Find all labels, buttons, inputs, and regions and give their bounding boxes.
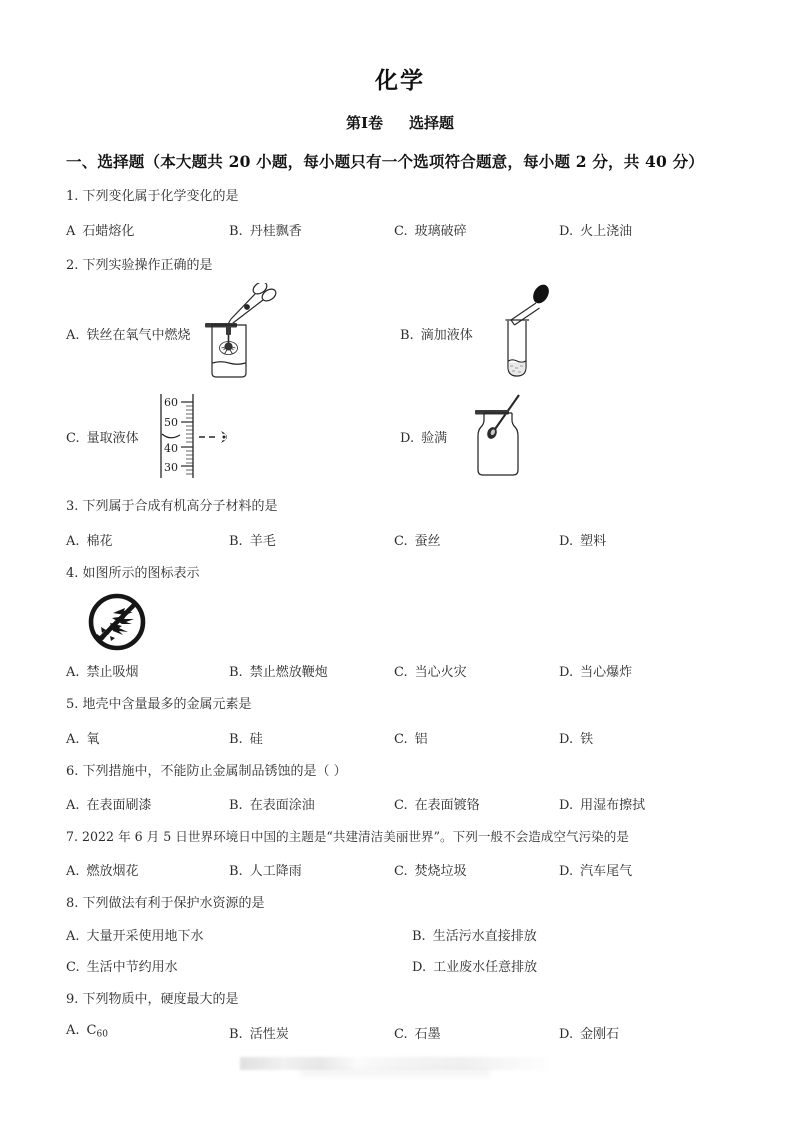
option-label: B. bbox=[412, 929, 426, 945]
option-text: 金刚石 bbox=[580, 1026, 620, 1042]
option-text: 大量开采使用地下水 bbox=[86, 929, 204, 945]
cylinder-tick-50: 50 bbox=[163, 416, 178, 429]
formula-subscript: 60 bbox=[96, 1029, 108, 1040]
option-label: A bbox=[66, 223, 76, 239]
option-7-c[interactable] bbox=[394, 860, 559, 879]
option-5-c[interactable] bbox=[394, 728, 559, 747]
option-3-c[interactable] bbox=[394, 530, 559, 549]
question-7-stem: 7. 2022 年 6 月 5 日世界环境日中国的主题是“共建清洁美丽世界”。下列一般不会造成空气污染的是 bbox=[66, 829, 629, 844]
volume-label: 第I卷 bbox=[345, 114, 383, 132]
option-label: C. bbox=[394, 798, 408, 813]
option-2-a-label-group bbox=[66, 324, 191, 343]
option-text: 硅 bbox=[249, 731, 263, 747]
option-8-d[interactable] bbox=[388, 956, 734, 975]
option-text: 石墨 bbox=[414, 1026, 441, 1042]
option-text: 禁止燃放鞭炮 bbox=[249, 665, 328, 680]
option-3-a[interactable] bbox=[66, 530, 229, 549]
option-text: 验满 bbox=[421, 430, 448, 446]
question-1 bbox=[66, 187, 734, 239]
question-2-options bbox=[66, 281, 734, 483]
option-6-a[interactable] bbox=[66, 794, 229, 813]
option-text: 石蜡熔化 bbox=[82, 223, 135, 239]
question-3-options bbox=[66, 530, 734, 549]
option-2-d-label-group bbox=[400, 427, 447, 446]
formula-base: C bbox=[86, 1022, 97, 1038]
volume-type-label: 选择题 bbox=[409, 114, 455, 132]
option-label: D. bbox=[412, 960, 427, 976]
option-label: A. bbox=[66, 327, 80, 343]
option-label: C. bbox=[394, 533, 408, 549]
graduated-cylinder-eye-level-diagram bbox=[153, 390, 253, 482]
option-5-d[interactable] bbox=[559, 728, 719, 747]
question-6-options bbox=[66, 794, 734, 813]
option-1-a[interactable] bbox=[66, 220, 229, 239]
option-label: D. bbox=[400, 430, 415, 446]
option-text: 铁 bbox=[580, 731, 594, 747]
option-label: A. bbox=[66, 863, 80, 879]
option-text: 当心火灾 bbox=[414, 665, 467, 680]
option-text: 蚕丝 bbox=[414, 533, 441, 549]
option-label: D. bbox=[559, 223, 574, 239]
option-label: B. bbox=[229, 223, 243, 239]
option-text: 汽车尾气 bbox=[580, 863, 633, 879]
option-label: A. bbox=[66, 929, 80, 945]
option-text: 用湿布擦拭 bbox=[580, 798, 646, 813]
option-label: D. bbox=[559, 533, 574, 549]
option-label: D. bbox=[559, 798, 574, 813]
question-8 bbox=[66, 894, 734, 976]
option-label: B. bbox=[229, 731, 243, 747]
option-label: A. bbox=[66, 798, 80, 813]
option-text: 焚烧垃圾 bbox=[414, 863, 467, 879]
option-9-d[interactable] bbox=[559, 1023, 719, 1042]
question-8-stem: 8. 下列做法有利于保护水资源的是 bbox=[66, 895, 265, 911]
option-2-b[interactable] bbox=[400, 281, 734, 385]
section-heading: 一、选择题（本大题共 20 小题，每小题只有一个选项符合题意，每小题 2 分，共 40 分） bbox=[66, 152, 705, 171]
question-3-stem: 3. 下列属于合成有机高分子材料的是 bbox=[66, 499, 278, 514]
option-text: 量取液体 bbox=[86, 430, 139, 446]
question-4 bbox=[66, 564, 734, 681]
option-text: 在表面涂油 bbox=[249, 798, 315, 813]
option-label: D. bbox=[559, 1026, 574, 1042]
option-6-d[interactable] bbox=[559, 794, 719, 813]
question-6-stem: 6. 下列措施中，不能防止金属制品锈蚀的是（ ） bbox=[66, 763, 347, 779]
option-2-b-label-group bbox=[400, 324, 473, 343]
option-text: 生活污水直接排放 bbox=[432, 929, 537, 945]
option-3-d[interactable] bbox=[559, 530, 719, 549]
question-5 bbox=[66, 695, 734, 747]
question-5-options bbox=[66, 728, 734, 747]
option-text: 禁止吸烟 bbox=[86, 665, 139, 680]
option-label: A. bbox=[66, 731, 80, 747]
option-7-a[interactable] bbox=[66, 860, 229, 879]
gas-jar-iron-wire-burning-diagram bbox=[197, 283, 283, 383]
option-4-b[interactable] bbox=[229, 661, 394, 680]
question-2-options-row-1 bbox=[66, 281, 734, 385]
option-1-d[interactable] bbox=[559, 220, 719, 239]
option-label: D. bbox=[559, 731, 574, 747]
option-3-b[interactable] bbox=[229, 530, 394, 549]
test-tube-dropper-diagram bbox=[489, 283, 559, 383]
option-label: D. bbox=[559, 665, 574, 680]
option-4-a[interactable] bbox=[66, 661, 229, 680]
option-text: 羊毛 bbox=[249, 533, 276, 549]
option-9-b[interactable] bbox=[229, 1023, 394, 1042]
question-3 bbox=[66, 497, 734, 549]
option-9-c[interactable] bbox=[394, 1023, 559, 1042]
question-8-options-row-2 bbox=[66, 956, 734, 975]
option-label: A. bbox=[66, 665, 80, 680]
question-8-options-row-1 bbox=[66, 925, 734, 944]
page-watermark-secondary bbox=[300, 1069, 490, 1077]
option-label: A. bbox=[66, 1022, 80, 1038]
option-5-b[interactable] bbox=[229, 728, 394, 747]
question-9-options bbox=[66, 1023, 734, 1042]
option-2-c[interactable] bbox=[66, 389, 400, 483]
question-9 bbox=[66, 990, 734, 1042]
option-7-b[interactable] bbox=[229, 860, 394, 879]
option-label: B. bbox=[229, 665, 243, 680]
option-6-c[interactable] bbox=[394, 794, 559, 813]
option-8-a[interactable] bbox=[66, 925, 388, 944]
page-content bbox=[66, 0, 734, 1042]
option-label: B. bbox=[229, 798, 243, 813]
gas-jar-splint-test-diagram bbox=[463, 392, 543, 480]
option-label: C. bbox=[66, 960, 80, 976]
option-label: C. bbox=[394, 731, 408, 747]
option-text: 棉花 bbox=[86, 533, 113, 549]
option-1-c[interactable] bbox=[394, 220, 559, 239]
option-text: 燃放烟花 bbox=[86, 863, 139, 879]
option-text: 火上浇油 bbox=[580, 223, 633, 239]
option-text: 生活中节约用水 bbox=[86, 960, 178, 976]
question-7 bbox=[66, 828, 734, 879]
question-6 bbox=[66, 762, 734, 814]
question-2-stem: 2. 下列实验操作正确的是 bbox=[66, 257, 213, 273]
cylinder-tick-60: 60 bbox=[163, 396, 178, 409]
option-text: 丹桂飘香 bbox=[249, 223, 302, 239]
option-text: 工业废水任意排放 bbox=[433, 960, 538, 976]
option-text: 当心爆炸 bbox=[580, 665, 633, 680]
question-4-options bbox=[66, 661, 734, 680]
page-title: 化学 bbox=[375, 67, 425, 94]
cylinder-tick-40: 40 bbox=[163, 442, 178, 455]
option-text: 人工降雨 bbox=[249, 863, 302, 879]
option-label: C. bbox=[394, 863, 408, 879]
question-5-stem: 5. 地壳中含量最多的金属元素是 bbox=[66, 697, 252, 712]
option-5-a[interactable] bbox=[66, 728, 229, 747]
option-text: 铝 bbox=[414, 731, 428, 747]
option-label: B. bbox=[229, 1026, 243, 1042]
option-label: C. bbox=[394, 223, 408, 239]
option-text: 在表面镀铬 bbox=[414, 798, 480, 813]
question-7-options bbox=[66, 860, 734, 879]
question-2-options-row-2 bbox=[66, 389, 734, 483]
option-8-c[interactable] bbox=[66, 956, 388, 975]
option-text: 在表面刷漆 bbox=[86, 798, 152, 813]
option-label: B. bbox=[400, 327, 414, 343]
option-label: C. bbox=[394, 665, 408, 680]
option-text: 活性炭 bbox=[249, 1026, 289, 1042]
option-label: B. bbox=[229, 533, 243, 549]
option-7-d[interactable] bbox=[559, 860, 719, 879]
option-2-c-label-group bbox=[66, 427, 139, 446]
option-6-b[interactable] bbox=[229, 794, 394, 813]
option-label: D. bbox=[559, 863, 574, 879]
question-2 bbox=[66, 256, 734, 484]
no-fireworks-prohibition-sign bbox=[86, 591, 734, 653]
option-text: 玻璃破碎 bbox=[414, 223, 467, 239]
question-9-stem: 9. 下列物质中，硬度最大的是 bbox=[66, 992, 239, 1008]
question-1-options bbox=[66, 220, 734, 239]
option-text: 塑料 bbox=[580, 533, 607, 549]
option-label: C. bbox=[394, 1026, 408, 1042]
option-4-c[interactable] bbox=[394, 661, 559, 680]
option-2-a[interactable] bbox=[66, 281, 400, 385]
cylinder-tick-30: 30 bbox=[163, 461, 178, 474]
option-label: C. bbox=[66, 430, 80, 446]
option-1-b[interactable] bbox=[229, 220, 394, 239]
option-2-d[interactable] bbox=[400, 389, 734, 483]
option-text: 铁丝在氧气中燃烧 bbox=[86, 327, 191, 343]
question-4-stem: 4. 如图所示的图标表示 bbox=[66, 565, 200, 581]
option-8-b[interactable] bbox=[388, 925, 734, 944]
question-1-stem: 1. 下列变化属于化学变化的是 bbox=[66, 189, 239, 204]
option-text: 氧 bbox=[86, 731, 100, 747]
option-9-a[interactable] bbox=[66, 1023, 229, 1042]
option-text bbox=[87, 1023, 108, 1039]
option-label: B. bbox=[229, 863, 243, 879]
option-4-d[interactable] bbox=[559, 661, 719, 680]
volume-heading bbox=[66, 112, 734, 133]
option-text: 滴加液体 bbox=[420, 327, 473, 343]
option-label: A. bbox=[66, 533, 80, 549]
